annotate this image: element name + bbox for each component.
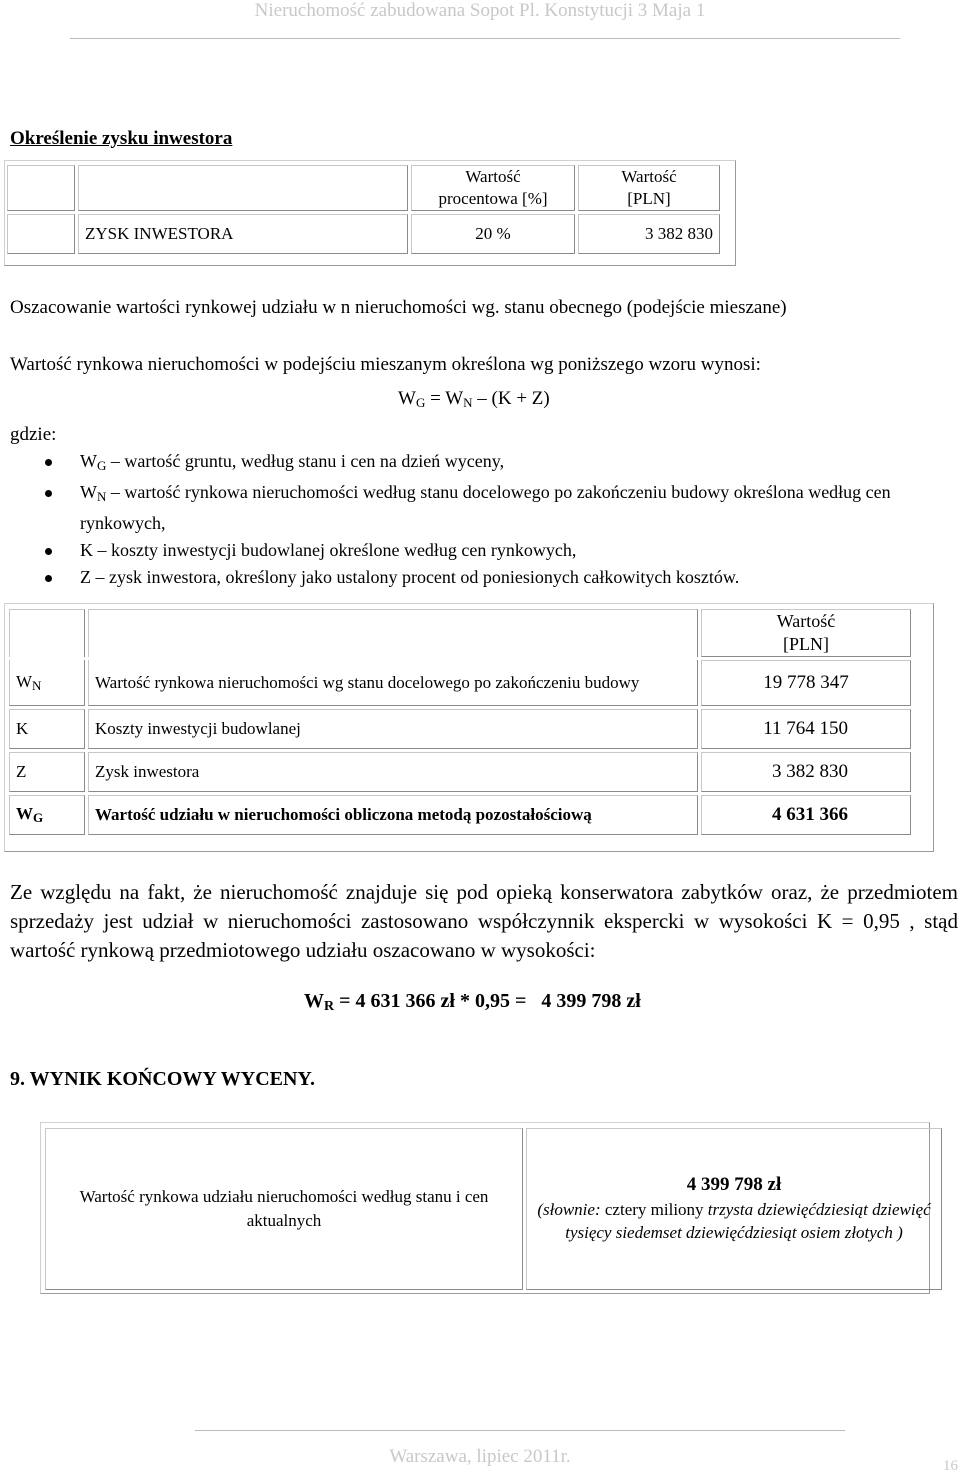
table-cell-empty (88, 609, 698, 657)
result-formula-w: W (304, 990, 324, 1012)
row-value-pln: 3 382 830 (578, 214, 720, 254)
row-symbol-z: Z (9, 752, 85, 792)
final-words-rest: trzysta dziewięćdziesiąt dziewięć tysięcy siedemset dziewięćdziesiąt osiem złotych ) (565, 1200, 931, 1242)
row-symbol: W (16, 804, 33, 823)
bullet-icon (45, 575, 52, 582)
formula-eq: = W (425, 388, 464, 409)
final-words-open: (słownie: (537, 1200, 605, 1219)
page-number: 16 (943, 1458, 958, 1474)
row-value-z: 3 382 830 (701, 752, 911, 792)
row-symbol-k: K (9, 709, 85, 749)
col-header-pln-line2: [PLN] (627, 189, 671, 208)
final-result-table (42, 1125, 945, 1293)
value-column-header (701, 609, 911, 657)
list-item: $W_N$ – wartość rynkowa nieruchomości według stanu docelowego po zakończeniu budowy określona według cen rynkowych, (0, 479, 960, 537)
header-rule (70, 38, 900, 39)
col-header-percent-line1: Wartość (465, 167, 521, 186)
row-value-percent: 20 % (411, 214, 575, 254)
row-symbol-wg (9, 795, 85, 835)
paragraph-valuation-heading: Oszacowanie wartości rynkowej udziału w n nieruchomości wg. stanu obecnego (podejście mieszane) (10, 297, 787, 318)
bullet-icon (45, 459, 52, 466)
list-item-symbol: Z (80, 567, 91, 587)
list-item-text: wartość gruntu, według stanu i cen na dzień wyceny, (119, 451, 505, 471)
row-value-k: 11 764 150 (701, 709, 911, 749)
footer-rule (195, 1430, 845, 1431)
final-amount: 4 399 798 zł (686, 1174, 782, 1195)
col-header-pln-line1: Wartość (621, 167, 677, 186)
section-9-title: 9. WYNIK KOŃCOWY WYCENY. (10, 1068, 316, 1090)
list-item-subscript: N (97, 489, 107, 504)
bullet-icon (45, 490, 52, 497)
table-cell-empty (78, 165, 408, 211)
paragraph-expert-coefficient: Ze względu na fakt, że nieruchomość znajduje się pod opieką konserwatora zabytków oraz, że przedmiotem sprzedaży jest udział w nieruchomości zastosowano współczynnik ekspercki w wysokości K = 0,95 , stąd wartość rynkową przedmiotowego udziału oszacowano w wysokości: (10, 880, 958, 962)
formula-rest: (K + Z) (486, 388, 550, 409)
row-description-wg: Wartość udziału w nieruchomości obliczona metodą pozostałościową (88, 795, 698, 835)
paragraph-formula-intro: Wartość rynkowa nieruchomości w podejściu mieszanym określona wg poniższego wzoru wynosi: (10, 354, 761, 375)
final-value-cell (526, 1128, 942, 1290)
list-item-subscript: G (97, 458, 107, 473)
investor-profit-table (4, 162, 723, 257)
table-cell-empty (7, 165, 75, 211)
bullet-icon (45, 548, 52, 555)
list-item-symbol: W (80, 451, 97, 471)
list-item-text: zysk inwestora, określony jako ustalony procent od poniesionych całkowitych kosztów. (104, 567, 740, 587)
row-symbol-subscript: G (33, 810, 44, 825)
formula-sub-g: G (415, 395, 426, 410)
result-formula (304, 990, 641, 1015)
definitions-list (0, 448, 960, 591)
list-item: K – koszty inwestycji budowlanej określone według cen rynkowych, (0, 537, 960, 564)
formula-wg: $W_G = W_N - (K + Z)$ (398, 388, 550, 410)
calculation-table (6, 606, 914, 838)
result-formula-sub: R (324, 999, 335, 1014)
list-item-text: koszty inwestycji budowlanej określone według cen rynkowych, (106, 540, 577, 560)
list-item: $W_G$ – wartość gruntu, według stanu i cen na dzień wyceny, (0, 448, 960, 479)
row-value-wn: 19 778 347 (701, 660, 911, 706)
where-label: gdzie: (10, 424, 57, 445)
list-item-symbol: W (80, 482, 97, 502)
table-cell-empty (7, 214, 75, 254)
list-item-text: wartość rynkowa nieruchomości według stanu docelowego po zakończeniu budowy określona według cen rynkowych, (80, 482, 891, 533)
row-symbol-subscript: N (32, 677, 42, 693)
page-footer: Warszawa, lipiec 2011r. (389, 1446, 571, 1467)
value-column-header-line2: [PLN] (783, 634, 829, 654)
row-description-wn: Wartość rynkowa nieruchomości wg stanu docelowego po zakończeniu budowy (88, 660, 698, 706)
row-value-wg: 4 631 366 (701, 795, 911, 835)
page-header: Nieruchomość zabudowana Sopot Pl. Konstytucji 3 Maja 1 (254, 0, 706, 21)
row-symbol-wn (9, 660, 85, 706)
final-amount-words (533, 1198, 935, 1244)
formula-sub-n: N (463, 395, 473, 410)
row-symbol: W (16, 671, 33, 691)
row-description-k: Koszty inwestycji budowlanej (88, 709, 698, 749)
section-title: Określenie zysku inwestora (10, 128, 233, 149)
col-header-percent-line2: procentowa [%] (438, 189, 548, 208)
result-formula-rest: = 4 631 366 zł * 0,95 = 4 399 798 zł (334, 990, 641, 1012)
col-header-percent (411, 165, 575, 211)
final-label-cell: Wartość rynkowa udziału nieruchomości według stanu i cen aktualnych (45, 1128, 523, 1290)
list-item-symbol: K (80, 540, 93, 560)
row-description-z: Zysk inwestora (88, 752, 698, 792)
value-column-header-line1: Wartość (776, 611, 836, 631)
list-item: Z – zysk inwestora, określony jako ustalony procent od poniesionych całkowitych kosztów. (0, 564, 960, 591)
formula-w: W (398, 388, 416, 409)
col-header-pln (578, 165, 720, 211)
row-label-investor-profit: ZYSK INWESTORA (78, 214, 408, 254)
table-cell-empty (9, 609, 85, 657)
final-words-upright: cztery miliony (604, 1200, 704, 1219)
